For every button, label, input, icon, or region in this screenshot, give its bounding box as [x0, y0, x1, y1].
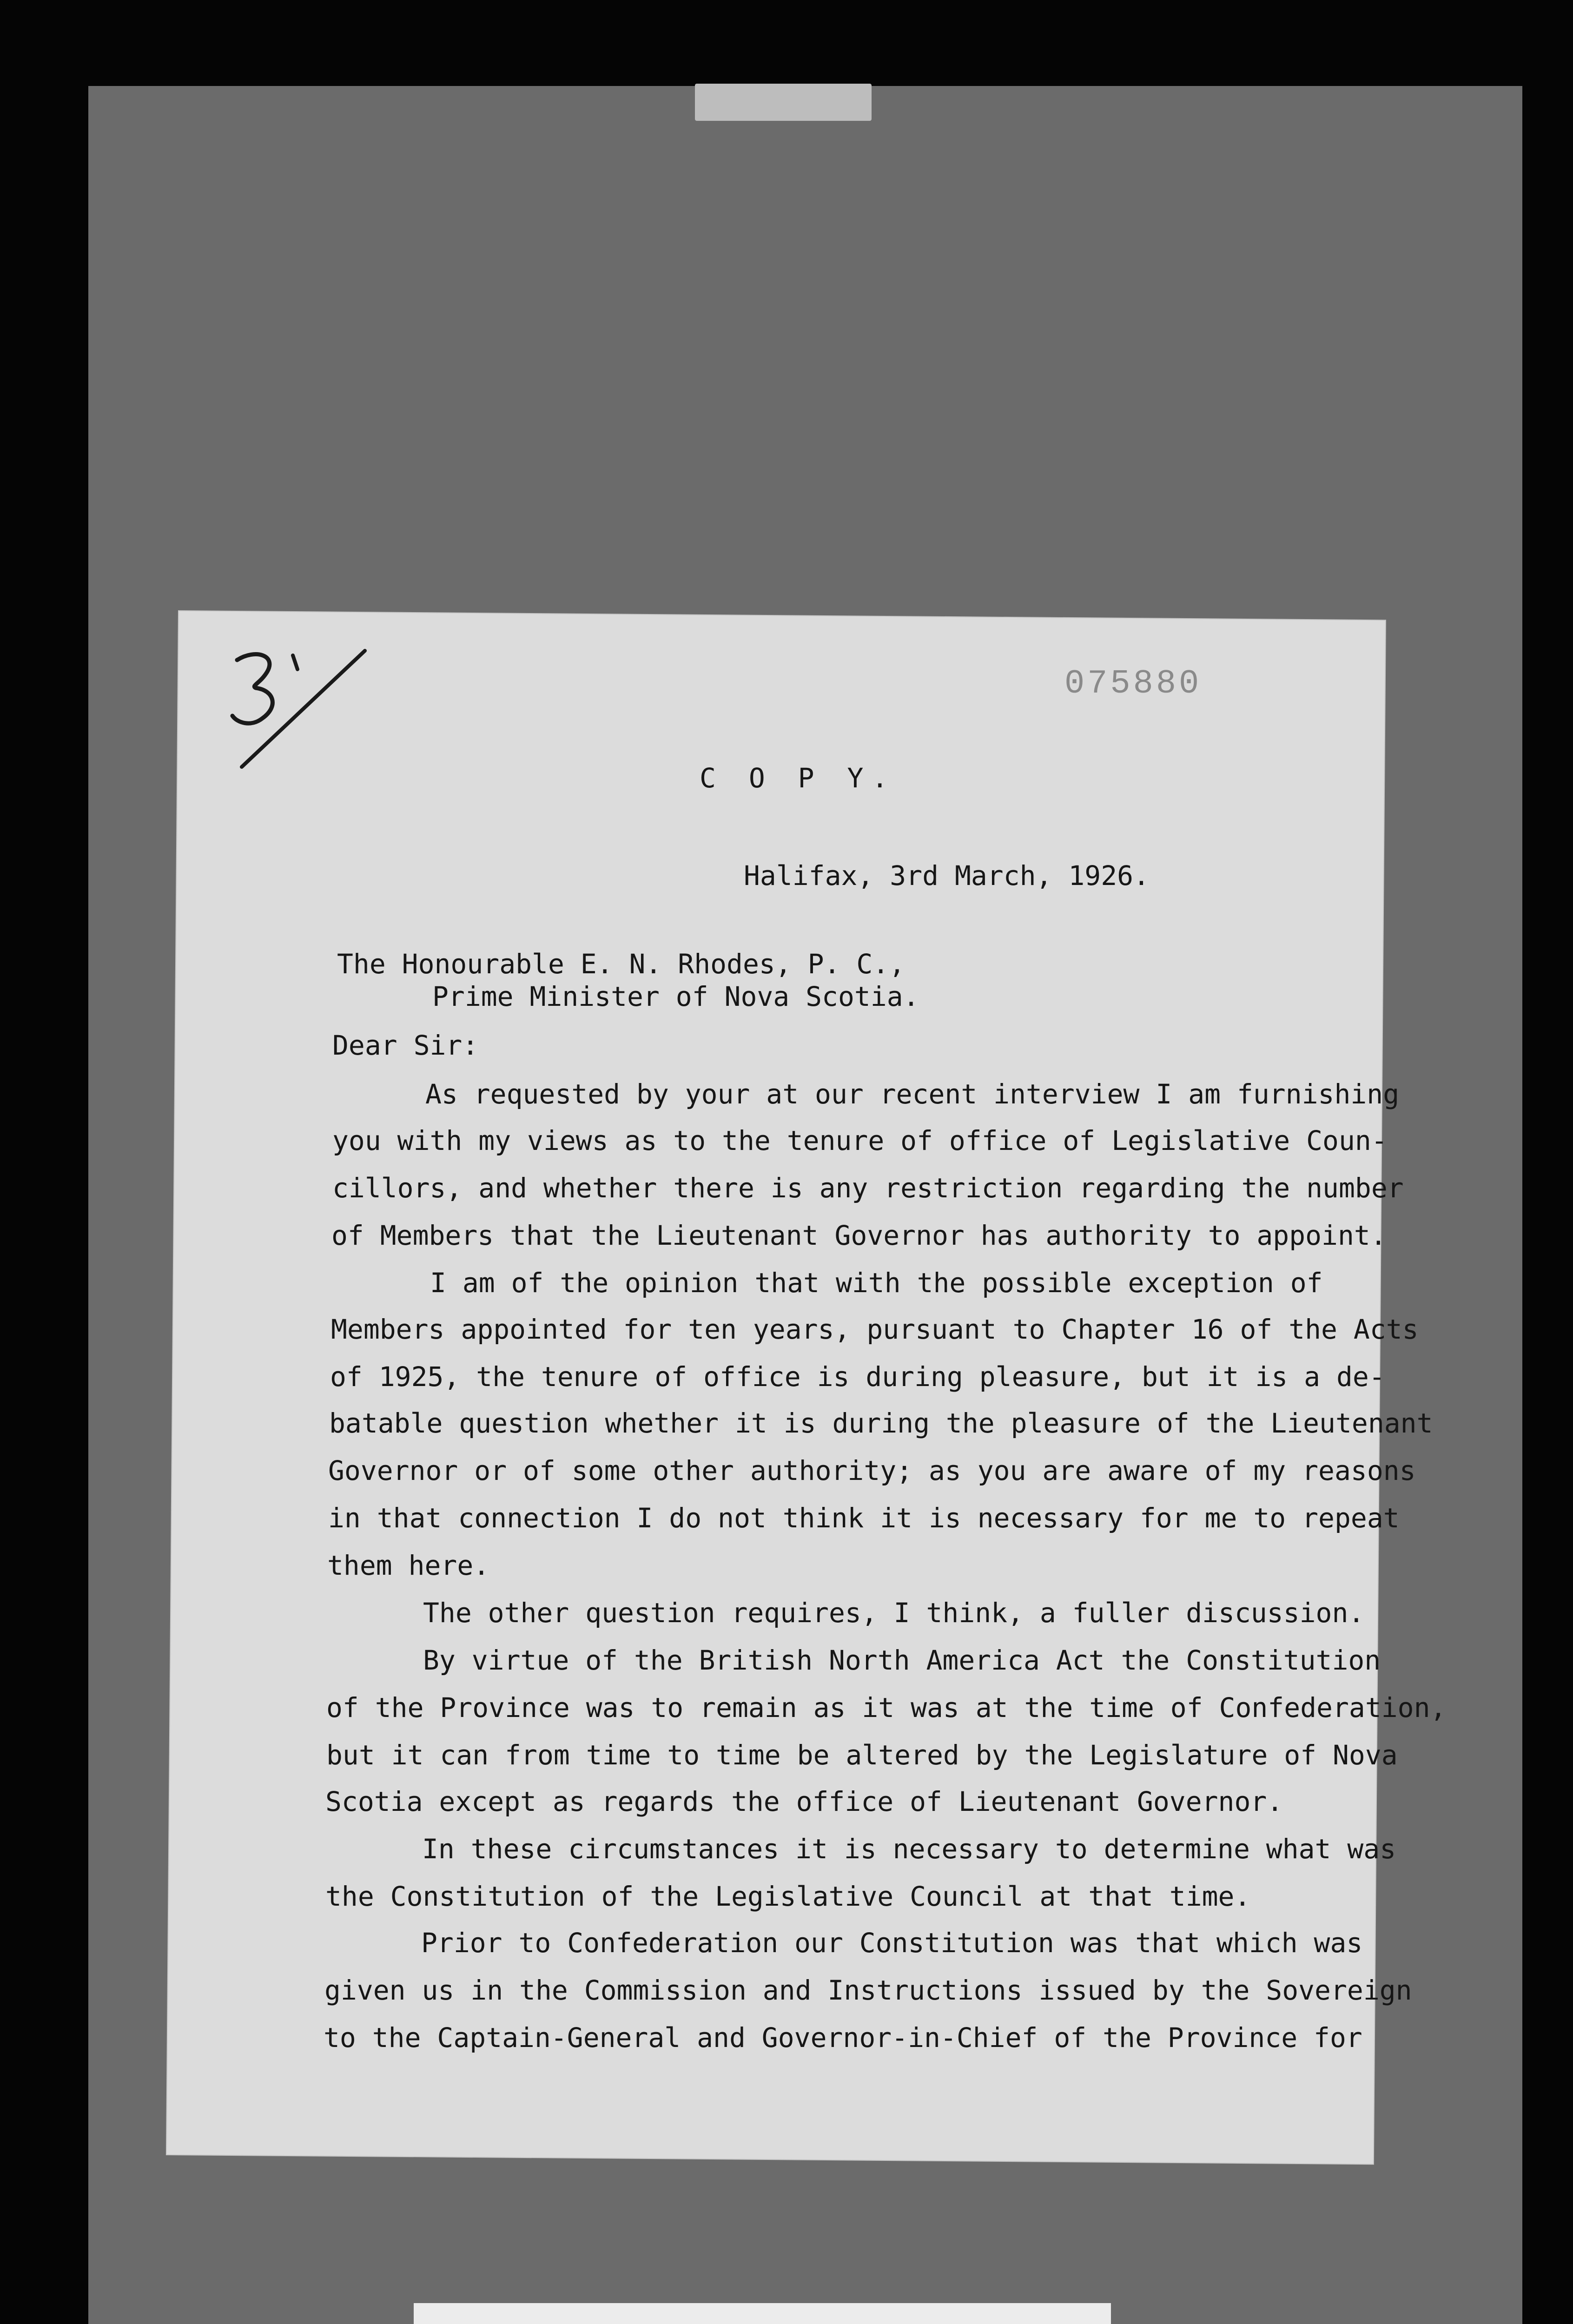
- body-line: them here.: [327, 1550, 490, 1581]
- body-line: but it can from time to time be altered by the Legislature of Nova: [326, 1739, 1398, 1771]
- body-line: In these circumstances it is necessary to determine what was: [422, 1833, 1396, 1865]
- body-line: Governor or of some other authority; as you are aware of my reasons: [328, 1455, 1416, 1486]
- body-line: you with my views as to the tenure of office of Legislative Coun-: [332, 1125, 1388, 1156]
- body-line: the Constitution of the Legislative Council at that time.: [325, 1881, 1251, 1912]
- handwritten-folio-mark: [223, 641, 377, 776]
- series-label: [414, 2303, 1111, 2324]
- body-line: batable question whether it is during the pleasure of the Lieutenant: [329, 1407, 1433, 1439]
- body-line: of Members that the Lieutenant Governor has authority to appoint.: [331, 1220, 1387, 1251]
- copy-heading: C O P Y.: [700, 762, 897, 794]
- place-date: Halifax, 3rd March, 1926.: [744, 860, 1150, 891]
- body-line: of the Province was to remain as it was at the time of Confederation,: [326, 1692, 1447, 1723]
- body-line: in that connection I do not think it is necessary for me to repeat: [328, 1502, 1400, 1534]
- body-line: to the Captain-General and Governor-in-Chief of the Province for: [324, 2022, 1362, 2053]
- body-line: I am of the opinion that with the possible exception of: [430, 1267, 1323, 1299]
- document-number: 075880: [1064, 665, 1202, 703]
- body-line: By virtue of the British North America Act the Constitution: [423, 1644, 1381, 1676]
- body-line: of 1925, the tenure of office is during pleasure, but it is a de-: [330, 1361, 1385, 1393]
- body-line: given us in the Commission and Instructions issued by the Sovereign: [324, 1974, 1412, 2006]
- body-line: cillors, and whether there is any restriction regarding the number: [332, 1172, 1404, 1204]
- salutation: Dear Sir:: [332, 1030, 479, 1061]
- addressee-line: Prime Minister of Nova Scotia.: [432, 981, 919, 1012]
- body-line: As requested by your at our recent interview I am furnishing: [425, 1078, 1400, 1110]
- body-line: Scotia except as regards the office of Lieutenant Governor.: [325, 1786, 1283, 1817]
- body-line: The other question requires, I think, a fuller discussion.: [423, 1597, 1365, 1629]
- addressee-line: The Honourable E. N. Rhodes, P. C.,: [337, 948, 905, 980]
- mounting-tab: [695, 84, 872, 121]
- body-line: Members appointed for ten years, pursuant to Chapter 16 of the Acts: [331, 1314, 1419, 1345]
- body-line: Prior to Confederation our Constitution was that which was: [421, 1927, 1363, 1959]
